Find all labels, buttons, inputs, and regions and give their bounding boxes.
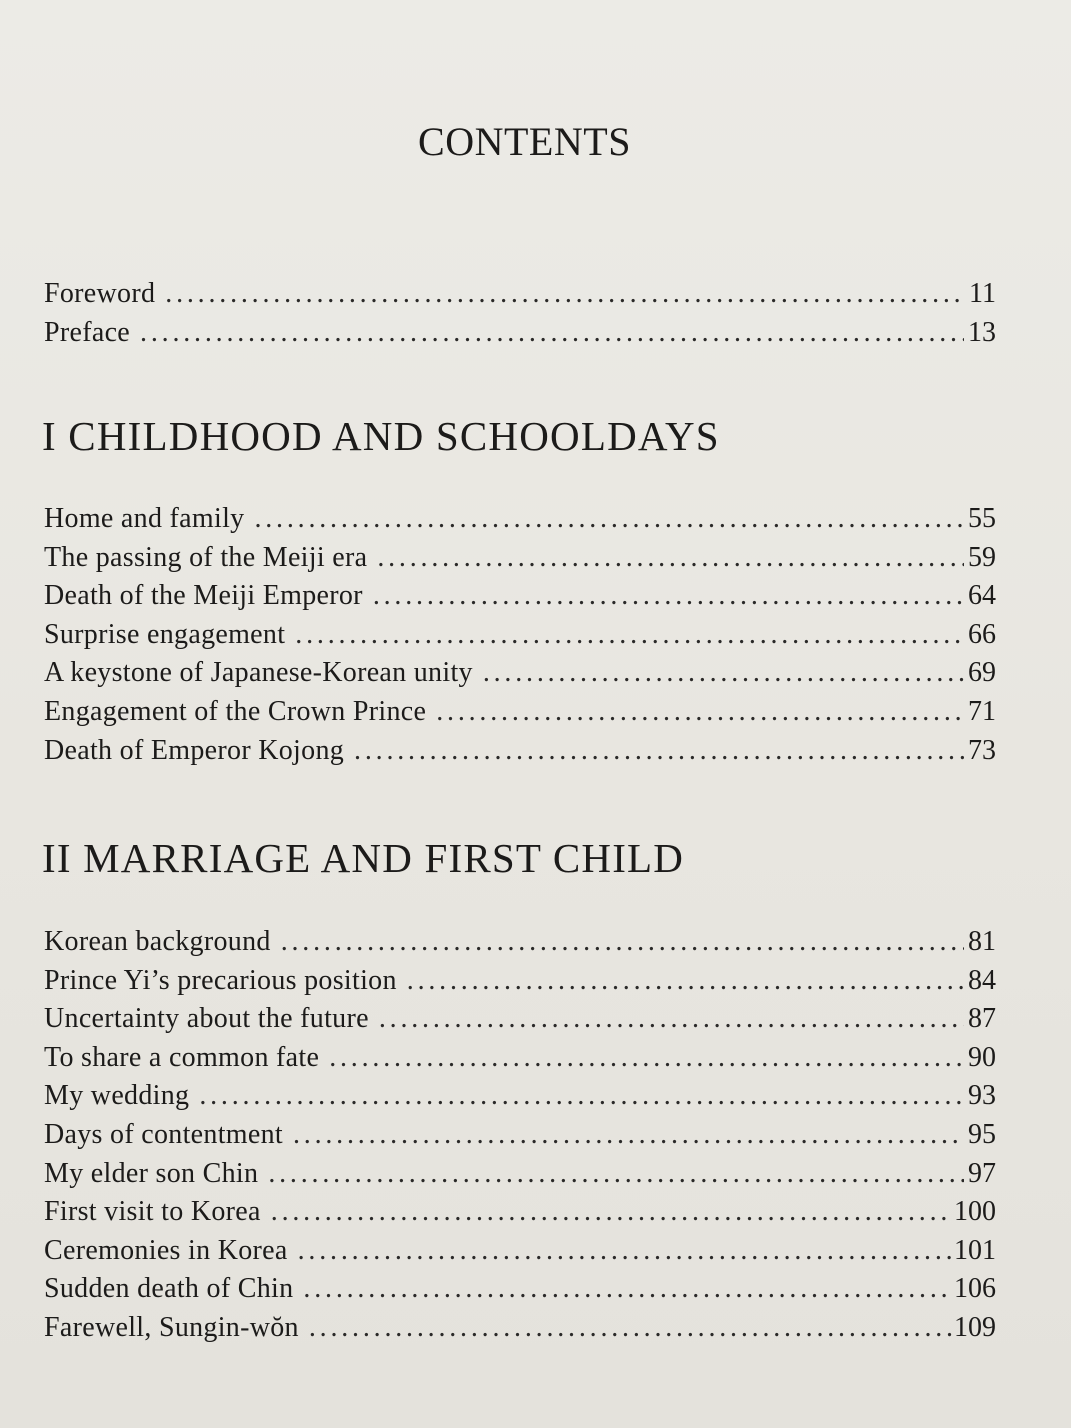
toc-entry-label: Farewell, Sungin-wŏn xyxy=(44,1311,299,1343)
toc-entry-label: Surprise engagement xyxy=(44,618,286,650)
dot-leader xyxy=(309,1312,952,1344)
toc-entry xyxy=(44,735,996,774)
toc-entry-page: 90 xyxy=(968,1041,996,1073)
dot-leader xyxy=(354,735,964,767)
toc-entry-page: 93 xyxy=(968,1080,996,1112)
toc-entry-label: Uncertainty about the future xyxy=(44,1003,369,1035)
toc-entry-page: 55 xyxy=(968,503,996,534)
dot-leader xyxy=(293,1119,964,1151)
toc-entry-page: 11 xyxy=(969,278,996,309)
toc-entry-label: Sudden death of Chin xyxy=(44,1273,294,1305)
toc-entry-label: Preface xyxy=(44,316,131,348)
toc-entry xyxy=(44,1312,996,1351)
dot-leader xyxy=(254,503,964,535)
toc-entry xyxy=(44,1003,996,1042)
toc-entry-page: 106 xyxy=(954,1273,996,1305)
toc-entry xyxy=(44,1042,996,1081)
dot-leader xyxy=(199,1080,964,1112)
toc-entry xyxy=(44,619,996,658)
toc-entry-page: 109 xyxy=(954,1311,996,1343)
toc-entry xyxy=(44,503,996,542)
toc-entry-page: 73 xyxy=(968,734,996,766)
toc-entry xyxy=(44,696,996,735)
section-heading-marriage: II MARRIAGE AND FIRST CHILD xyxy=(42,835,685,881)
toc-entry-page: 66 xyxy=(968,618,996,650)
dot-leader xyxy=(140,317,964,349)
toc-entry-page: 59 xyxy=(968,541,996,573)
toc-entry-label: A keystone of Japanese-Korean unity xyxy=(44,657,473,689)
toc-entry-label: Days of contentment xyxy=(44,1118,283,1150)
toc-entry-label: Death of Emperor Kojong xyxy=(44,734,345,766)
toc-entry xyxy=(44,542,996,581)
toc-entry xyxy=(44,1235,996,1274)
toc-entry xyxy=(44,1158,996,1197)
dot-leader xyxy=(295,619,964,651)
dot-leader xyxy=(379,1003,964,1035)
section-1-entries xyxy=(44,503,996,773)
toc-entry-page: 69 xyxy=(968,657,996,689)
toc-entry-label: To share a common fate xyxy=(44,1041,320,1073)
dot-leader xyxy=(377,542,964,574)
toc-entry-label: Prince Yi’s precarious position xyxy=(44,964,397,996)
toc-entry-label: My wedding xyxy=(44,1080,190,1112)
toc-entry-label: Foreword xyxy=(44,278,156,309)
section-2-entries xyxy=(44,926,996,1351)
toc-entry-page: 95 xyxy=(968,1118,996,1150)
toc-entry xyxy=(44,1080,996,1119)
dot-leader xyxy=(268,1158,964,1190)
toc-entry xyxy=(44,657,996,696)
dot-leader xyxy=(303,1273,952,1305)
toc-entry-page: 71 xyxy=(968,695,996,727)
toc-entry-label: Home and family xyxy=(44,503,245,534)
dot-leader xyxy=(165,278,964,310)
dot-leader xyxy=(373,580,964,612)
toc-entry-page: 13 xyxy=(968,316,996,348)
toc-entry-page: 81 xyxy=(968,926,996,957)
toc-entry-page: 97 xyxy=(968,1157,996,1189)
toc-entry xyxy=(44,1196,996,1235)
toc-entry-label: The passing of the Meiji era xyxy=(44,541,368,573)
toc-entry-preface xyxy=(44,317,996,356)
toc-entry xyxy=(44,580,996,619)
dot-leader xyxy=(407,965,964,997)
toc-entry-foreword xyxy=(44,278,996,317)
toc-entry-label: Engagement of the Crown Prince xyxy=(44,695,427,727)
dot-leader xyxy=(436,696,964,728)
toc-entry-label: First visit to Korea xyxy=(44,1196,261,1228)
dot-leader xyxy=(298,1235,952,1267)
toc-entry-label: Ceremonies in Korea xyxy=(44,1234,288,1266)
toc-entry-label: Korean background xyxy=(44,926,271,957)
toc-entry xyxy=(44,1119,996,1158)
toc-entry-page: 64 xyxy=(968,580,996,612)
front-matter-list xyxy=(44,278,996,355)
dot-leader xyxy=(483,657,964,689)
toc-entry-page: 84 xyxy=(968,964,996,996)
toc-entry xyxy=(44,926,996,965)
page-title xyxy=(0,118,1071,165)
dot-leader xyxy=(329,1042,964,1074)
toc-entry-page: 101 xyxy=(954,1234,996,1266)
toc-entry xyxy=(44,965,996,1004)
toc-entry-page: 87 xyxy=(968,1003,996,1035)
dot-leader xyxy=(271,1196,952,1228)
toc-entry-label: My elder son Chin xyxy=(44,1157,259,1189)
toc-entry-page: 100 xyxy=(954,1196,996,1228)
section-heading-childhood: I CHILDHOOD AND SCHOOLDAYS xyxy=(42,413,720,459)
toc-entry-label: Death of the Meiji Emperor xyxy=(44,580,363,612)
dot-leader xyxy=(281,926,964,958)
page-title-text: CONTENTS xyxy=(418,119,631,164)
toc-entry xyxy=(44,1273,996,1312)
